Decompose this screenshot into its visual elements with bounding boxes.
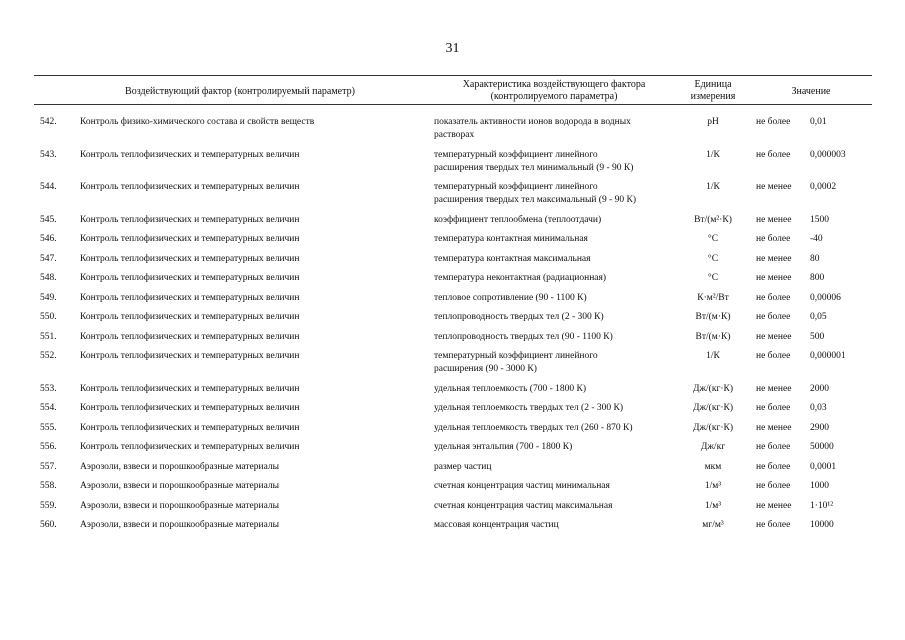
row-factor: Контроль теплофизических и температурных величин — [80, 214, 300, 225]
row-number: 548. — [40, 273, 57, 283]
row-characteristic — [434, 233, 679, 246]
row-characteristic-line: температурный коэффициент линейного — [434, 182, 598, 192]
row-unit: 1/м³ — [704, 481, 722, 491]
row-factor: Контроль теплофизических и температурных величин — [80, 442, 300, 452]
table-row — [0, 441, 905, 461]
row-characteristic-line: тепловое сопротивление (90 - 1100 К) — [434, 292, 587, 303]
row-comparison: не менее — [756, 214, 792, 225]
row-comparison: не более — [756, 234, 791, 244]
header-factor: Воздействующий фактор (контролируемый параметр) — [125, 86, 355, 97]
row-comparison: не более — [756, 442, 791, 452]
table-row — [0, 214, 905, 234]
row-characteristic — [434, 149, 679, 175]
row-characteristic — [434, 383, 679, 396]
row-characteristic — [434, 331, 679, 344]
row-factor: Контроль теплофизических и температурных величин — [80, 403, 300, 413]
table-body — [0, 116, 905, 539]
row-value: 1500 — [810, 214, 829, 225]
row-factor: Контроль теплофизических и температурных величин — [80, 253, 300, 264]
row-value: 50000 — [810, 442, 834, 452]
row-number: 559. — [40, 500, 57, 511]
row-number: 551. — [40, 331, 57, 342]
row-comparison: не более — [756, 461, 791, 472]
row-value: 1000 — [810, 481, 829, 491]
row-number: 556. — [40, 442, 57, 452]
row-number: 553. — [40, 383, 57, 394]
row-characteristic-line: расширения твердых тел минимальный (9 - 90 К) — [434, 162, 634, 173]
row-unit: 1/К — [706, 182, 720, 192]
row-characteristic — [434, 519, 679, 532]
row-comparison: не менее — [756, 422, 792, 433]
row-unit: К·м²/Вт — [697, 292, 729, 303]
table-row — [0, 331, 905, 351]
row-characteristic-line: теплопроводность твердых тел (90 - 1100 К) — [434, 331, 613, 342]
row-unit: Вт/(м·К) — [695, 331, 731, 342]
row-characteristic-line: удельная теплоемкость (700 - 1800 К) — [434, 383, 587, 394]
row-comparison: не менее — [756, 253, 792, 264]
table-top-rule — [34, 75, 872, 76]
row-comparison: не более — [756, 292, 791, 303]
table-row — [0, 402, 905, 422]
row-factor: Контроль теплофизических и температурных величин — [80, 422, 300, 433]
row-characteristic-line: расширения твердых тел максимальный (9 - 90 К) — [434, 195, 637, 205]
table-row — [0, 233, 905, 253]
row-value: 1·10¹² — [810, 500, 834, 511]
row-unit: Вт/(м·К) — [695, 312, 731, 322]
row-characteristic-line: размер частиц — [434, 461, 492, 472]
header-characteristic — [434, 79, 674, 103]
row-characteristic — [434, 422, 679, 435]
row-number: 544. — [40, 182, 57, 192]
row-factor: Аэрозоли, взвеси и порошкообразные материалы — [80, 461, 280, 472]
row-value: 0,000003 — [810, 149, 846, 160]
row-comparison: не более — [756, 117, 791, 127]
row-unit: Дж/(кг·К) — [692, 403, 734, 413]
row-unit: °С — [707, 253, 719, 264]
row-characteristic-line: теплопроводность твердых тел (2 - 300 К) — [434, 312, 604, 322]
row-unit: мг/м³ — [702, 520, 724, 530]
row-value: 80 — [810, 253, 820, 264]
row-comparison: не более — [756, 149, 791, 160]
row-characteristic — [434, 480, 679, 493]
row-factor: Аэрозоли, взвеси и порошкообразные материалы — [80, 520, 280, 530]
table-row — [0, 116, 905, 149]
table-row — [0, 311, 905, 331]
header-unit-line1: Единица — [694, 79, 732, 90]
row-number: 550. — [40, 312, 57, 322]
page-number: 31 — [445, 41, 460, 56]
row-characteristic-line: температурный коэффициент линейного — [434, 351, 598, 361]
row-characteristic — [434, 350, 679, 376]
row-unit: мкм — [704, 461, 722, 472]
row-factor: Аэрозоли, взвеси и порошкообразные материалы — [80, 481, 280, 491]
row-value: 0,05 — [810, 312, 827, 322]
row-characteristic-line: удельная теплоемкость твердых тел (2 - 300 К) — [434, 403, 624, 413]
row-comparison: не менее — [756, 182, 792, 192]
row-unit: Вт/(м²·К) — [694, 214, 732, 225]
table-row — [0, 383, 905, 403]
row-unit: pH — [707, 117, 719, 127]
row-number: 545. — [40, 214, 57, 225]
row-characteristic-line: счетная концентрация частиц максимальная — [434, 500, 613, 511]
row-value: 10000 — [810, 520, 834, 530]
header-unit — [680, 79, 746, 103]
table-row — [0, 480, 905, 500]
row-characteristic-line: температура контактная максимальная — [434, 253, 591, 264]
row-comparison: не более — [756, 520, 791, 530]
row-factor: Контроль теплофизических и температурных величин — [80, 273, 300, 283]
row-value: 2000 — [810, 383, 829, 394]
row-factor: Аэрозоли, взвеси и порошкообразные материалы — [80, 500, 280, 511]
table-row — [0, 181, 905, 214]
row-value: 2900 — [810, 422, 829, 433]
header-value: Значение — [791, 86, 831, 97]
table-row — [0, 461, 905, 481]
row-characteristic — [434, 461, 679, 474]
row-number: 552. — [40, 351, 57, 361]
row-characteristic-line: температурный коэффициент линейного — [434, 149, 598, 160]
row-number: 549. — [40, 292, 57, 303]
table-row — [0, 149, 905, 182]
row-characteristic-line: температура контактная минимальная — [434, 234, 588, 244]
table-row — [0, 500, 905, 520]
header-characteristic-line1: Характеристика воздействующего фактора — [462, 79, 646, 90]
row-unit: Дж/кг — [700, 442, 726, 452]
row-value: 0,0001 — [810, 461, 837, 472]
row-comparison: не менее — [756, 331, 792, 342]
row-characteristic — [434, 181, 679, 207]
row-value: 800 — [810, 273, 825, 283]
table-header-rule — [34, 104, 872, 105]
row-unit: 1/К — [706, 149, 720, 160]
table-row — [0, 292, 905, 312]
row-factor: Контроль теплофизических и температурных величин — [80, 383, 300, 394]
table-row — [0, 350, 905, 383]
row-unit: 1/К — [706, 351, 720, 361]
row-comparison: не более — [756, 312, 791, 322]
table-row — [0, 253, 905, 273]
row-factor: Контроль теплофизических и температурных величин — [80, 331, 300, 342]
row-factor: Контроль теплофизических и температурных величин — [80, 292, 300, 303]
row-characteristic-line: температура неконтактная (радиационная) — [434, 273, 607, 283]
row-characteristic — [434, 253, 679, 266]
table-row — [0, 422, 905, 442]
table-row — [0, 519, 905, 539]
row-characteristic-line: удельная теплоемкость твердых тел (260 - 870 К) — [434, 422, 633, 433]
row-number: 560. — [40, 520, 57, 530]
row-characteristic — [434, 311, 679, 324]
row-factor: Контроль теплофизических и температурных величин — [80, 182, 300, 192]
row-value: -40 — [810, 234, 823, 244]
row-unit: Дж/(кг·К) — [692, 383, 734, 394]
row-number: 547. — [40, 253, 57, 264]
header-characteristic-line2: (контролируемого параметра) — [490, 91, 618, 102]
row-comparison: не более — [756, 351, 791, 361]
row-comparison: не более — [756, 481, 791, 491]
row-factor: Контроль физико-химического состава и свойств веществ — [80, 117, 315, 127]
row-characteristic-line: массовая концентрация частиц — [434, 520, 559, 530]
row-characteristic-line: расширения (90 - 3000 К) — [434, 364, 537, 374]
row-characteristic-line: показатель активности ионов водорода в водных — [434, 117, 631, 127]
row-characteristic-line: растворах — [434, 130, 475, 140]
row-factor: Контроль теплофизических и температурных величин — [80, 234, 300, 244]
row-comparison: не менее — [756, 500, 792, 511]
row-characteristic — [434, 292, 679, 305]
row-comparison: не менее — [756, 273, 792, 283]
row-value: 0,00006 — [810, 292, 841, 303]
row-value: 0,01 — [810, 117, 827, 127]
row-number: 542. — [40, 117, 57, 127]
row-unit: Дж/(кг·К) — [692, 422, 734, 433]
row-value: 500 — [810, 331, 825, 342]
row-characteristic — [434, 402, 679, 415]
row-value: 0,0002 — [810, 182, 837, 192]
row-number: 555. — [40, 422, 57, 433]
row-characteristic — [434, 116, 679, 142]
row-factor: Контроль теплофизических и температурных величин — [80, 351, 300, 361]
row-characteristic — [434, 272, 679, 285]
row-number: 557. — [40, 461, 57, 472]
table-row — [0, 272, 905, 292]
row-characteristic-line: счетная концентрация частиц минимальная — [434, 481, 610, 491]
row-number: 546. — [40, 234, 57, 244]
row-factor: Контроль теплофизических и температурных величин — [80, 149, 300, 160]
row-number: 554. — [40, 403, 57, 413]
row-factor: Контроль теплофизических и температурных величин — [80, 312, 300, 322]
row-unit: °С — [707, 234, 719, 244]
row-unit: °С — [707, 273, 719, 283]
row-number: 543. — [40, 149, 57, 160]
row-comparison: не менее — [756, 383, 792, 394]
row-characteristic — [434, 500, 679, 513]
row-characteristic — [434, 441, 679, 454]
header-unit-line2: измерения — [690, 91, 736, 102]
row-unit: 1/м³ — [704, 500, 722, 511]
row-characteristic-line: удельная энтальпия (700 - 1800 К) — [434, 442, 573, 452]
row-number: 558. — [40, 481, 57, 491]
row-value: 0,03 — [810, 403, 827, 413]
row-characteristic-line: коэффициент теплообмена (теплоотдачи) — [434, 214, 602, 225]
row-characteristic — [434, 214, 679, 227]
row-value: 0,000001 — [810, 351, 846, 361]
row-comparison: не более — [756, 403, 791, 413]
